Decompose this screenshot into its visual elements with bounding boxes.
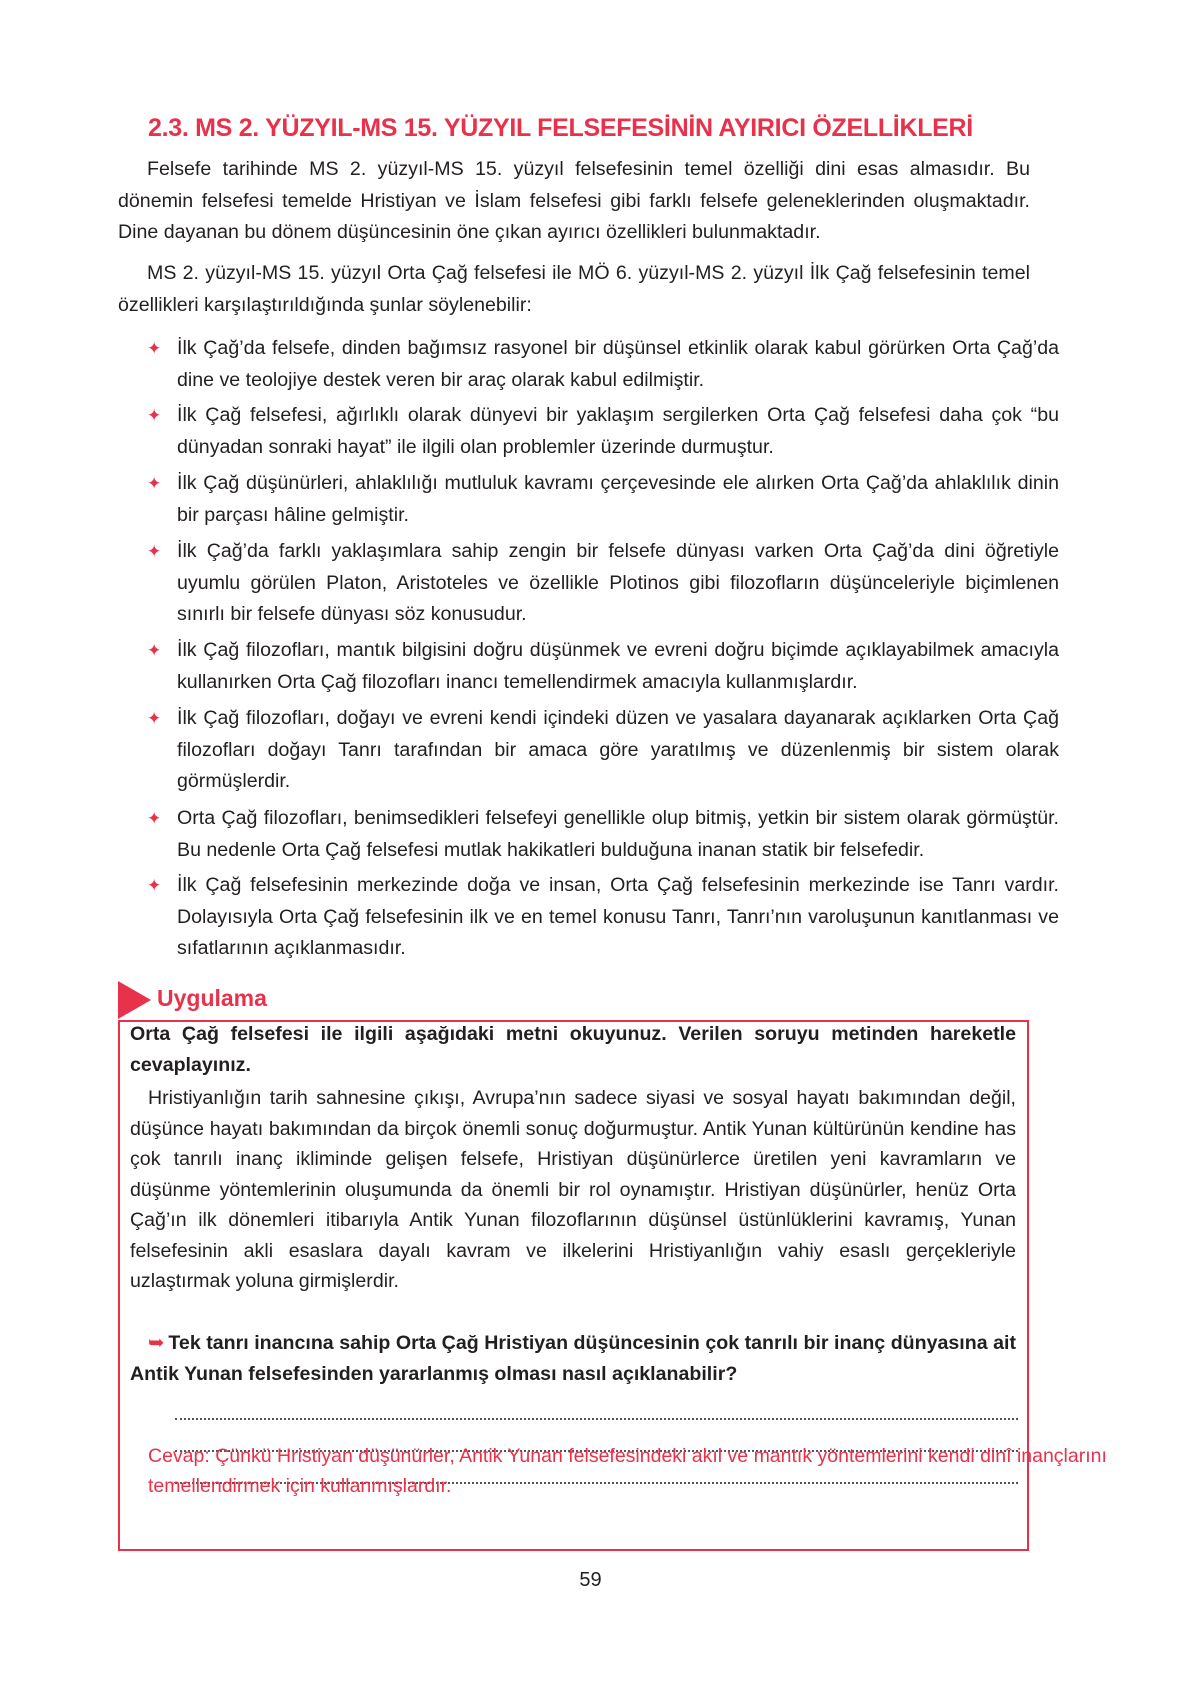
- bullet-text: Orta Çağ filozofları, benimsedikleri felsefeyi genellikle olup bitmiş, yetkin bir sistem olarak görmüştür. Bu nedenle Orta Çağ felsefesi mutlak hakikatleri bulduğuna inanan statik bir felsefedir.: [177, 807, 1059, 861]
- question-text: Tek tanrı inancına sahip Orta Çağ Hristiyan düşüncesinin çok tanrılı bir inanç dünyasına ait Antik Yunan felsefesinden yararlanmış olması nasıl açıklanabilir?: [130, 1332, 1016, 1385]
- bullet-item: [147, 870, 1059, 965]
- bullet-text: İlk Çağ düşünürleri, ahlaklılığı mutluluk kavramı çerçevesinde ele alırken Orta Çağ’da ahlaklılık dinin bir parçası hâline gelmiştir.: [177, 472, 1059, 526]
- answer-line: temellendirmek için kullanmışlardır.: [148, 1475, 452, 1497]
- bullet-text: İlk Çağ filozofları, doğayı ve evreni kendi içindeki düzen ve yasalara dayanarak açıklarken Orta Çağ filozofları doğayı Tanrı tarafından bir amaca göre yaratılmış ve düzenlenmiş bir sistem olarak görmüşlerdir.: [177, 707, 1059, 792]
- arrow-right-icon: ➥: [148, 1332, 165, 1354]
- bullet-item: [147, 400, 1059, 463]
- application-instruction: Orta Çağ felsefesi ile ilgili aşağıdaki metni okuyunuz. Verilen soruyu metinden hareketle cevaplayınız.: [130, 1023, 1016, 1076]
- bullet-item: [147, 803, 1059, 866]
- star-bullet-icon: ✦: [147, 474, 162, 493]
- star-bullet-icon: ✦: [147, 709, 162, 728]
- star-bullet-icon: ✦: [147, 542, 162, 561]
- bullet-item: [147, 468, 1059, 531]
- triangle-marker-icon: [118, 981, 151, 1019]
- bullet-item: [147, 635, 1059, 698]
- section-heading: 2.3. MS 2. YÜZYIL-MS 15. YÜZYIL FELSEFESİNİN AYIRICI ÖZELLİKLERİ: [148, 114, 973, 142]
- star-bullet-icon: ✦: [147, 809, 162, 828]
- answer-line: Cevap: Çünkü Hristiyan düşünürler, Antik Yunan felsefesindeki akıl ve mantık yöntemlerini kendi dinî inançlarını: [148, 1445, 1107, 1467]
- bullet-text: İlk Çağ filozofları, mantık bilgisini doğru düşünmek ve evreni doğru biçimde açıklayabilmek amacıyla kullanırken Orta Çağ filozofları inancı temellendirmek amacıyla kullanmışlardır.: [177, 639, 1059, 693]
- bullet-text: İlk Çağ felsefesi, ağırlıklı olarak dünyevi bir yaklaşım sergilerken Orta Çağ felsefesi daha çok “bu dünyadan sonraki hayat” ile ilgili olan problemler üzerinde durmuştur.: [177, 404, 1059, 458]
- application-passage: Hristiyanlığın tarih sahnesine çıkışı, Avrupa’nın sadece siyasi ve sosyal hayatı bakımından değil, düşünce hayatı bakımından da birçok önemli sonuç doğurmuştur. Antik Yunan kültürünün kendine has çok tanrılı inanç ikliminde gelişen felsefe, Hristiyan düşünürlerce üretilen yeni kavramların ve düşünme yöntemlerinin oluşumunda da önemli bir rol oynamıştır. Hristiyan düşünürler, henüz Orta Çağ’ın ilk dönemleri itibarıyla Antik Yunan filozoflarının düşünsel üstünlüklerini kavramış, Yunan felsefesinin akli esaslara dayalı kavram ve ilkelerini Hristiyanlığın vahiy esaslı gerçekleriyle uzlaştırmak yoluna girmişlerdir.: [130, 1087, 1016, 1292]
- bullet-text: İlk Çağ’da felsefe, dinden bağımsız rasyonel bir düşünsel etkinlik olarak kabul görürken Orta Çağ’da dine ve teolojiye destek veren bir araç olarak kabul edilmiştir.: [177, 337, 1059, 391]
- bullet-item: [147, 333, 1059, 396]
- star-bullet-icon: ✦: [147, 406, 162, 425]
- application-title: Uygulama: [157, 985, 267, 1011]
- bullet-item: [147, 536, 1059, 631]
- intro-paragraph: Felsefe tarihinde MS 2. yüzyıl-MS 15. yüzyıl felsefesinin temel özelliği dini esas almasıdır. Bu dönemin felsefesi temelde Hristiyan ve İslam felsefesi gibi farklı felsefe geleneklerinden oluşmaktadır. Dine dayanan bu dönem düşüncesinin öne çıkan ayırıcı özellikleri bulunmaktadır.: [118, 158, 1030, 243]
- star-bullet-icon: ✦: [147, 641, 162, 660]
- bullet-item: [147, 703, 1059, 798]
- page-number: 59: [579, 1569, 602, 1591]
- bullet-text: İlk Çağ felsefesinin merkezinde doğa ve insan, Orta Çağ felsefesinin merkezinde ise Tanrı vardır. Dolayısıyla Orta Çağ felsefesinin ilk ve en temel konusu Tanrı, Tanrı’nın varoluşunun kanıtlanması ve sıfatlarının açıklanmasıdır.: [177, 874, 1059, 959]
- comparison-intro-paragraph: MS 2. yüzyıl-MS 15. yüzyıl Orta Çağ felsefesi ile MÖ 6. yüzyıl-MS 2. yüzyıl İlk Çağ felsefesinin temel özellikleri karşılaştırıldığında şunlar söylenebilir:: [118, 262, 1030, 316]
- star-bullet-icon: ✦: [147, 876, 162, 895]
- application-question: [130, 1328, 1016, 1389]
- bullet-text: İlk Çağ’da farklı yaklaşımlara sahip zengin bir felsefe dünyası varken Orta Çağ’da dini öğretiyle uyumlu görülen Platon, Aristoteles ve özellikle Plotinos gibi filozofların düşünceleriyle biçimlenen sınırlı bir felsefe dünyası söz konusudur.: [177, 540, 1059, 625]
- handwritten-answer: [148, 1441, 1176, 1501]
- star-bullet-icon: ✦: [147, 339, 162, 358]
- answer-dotted-line: [175, 1418, 1018, 1420]
